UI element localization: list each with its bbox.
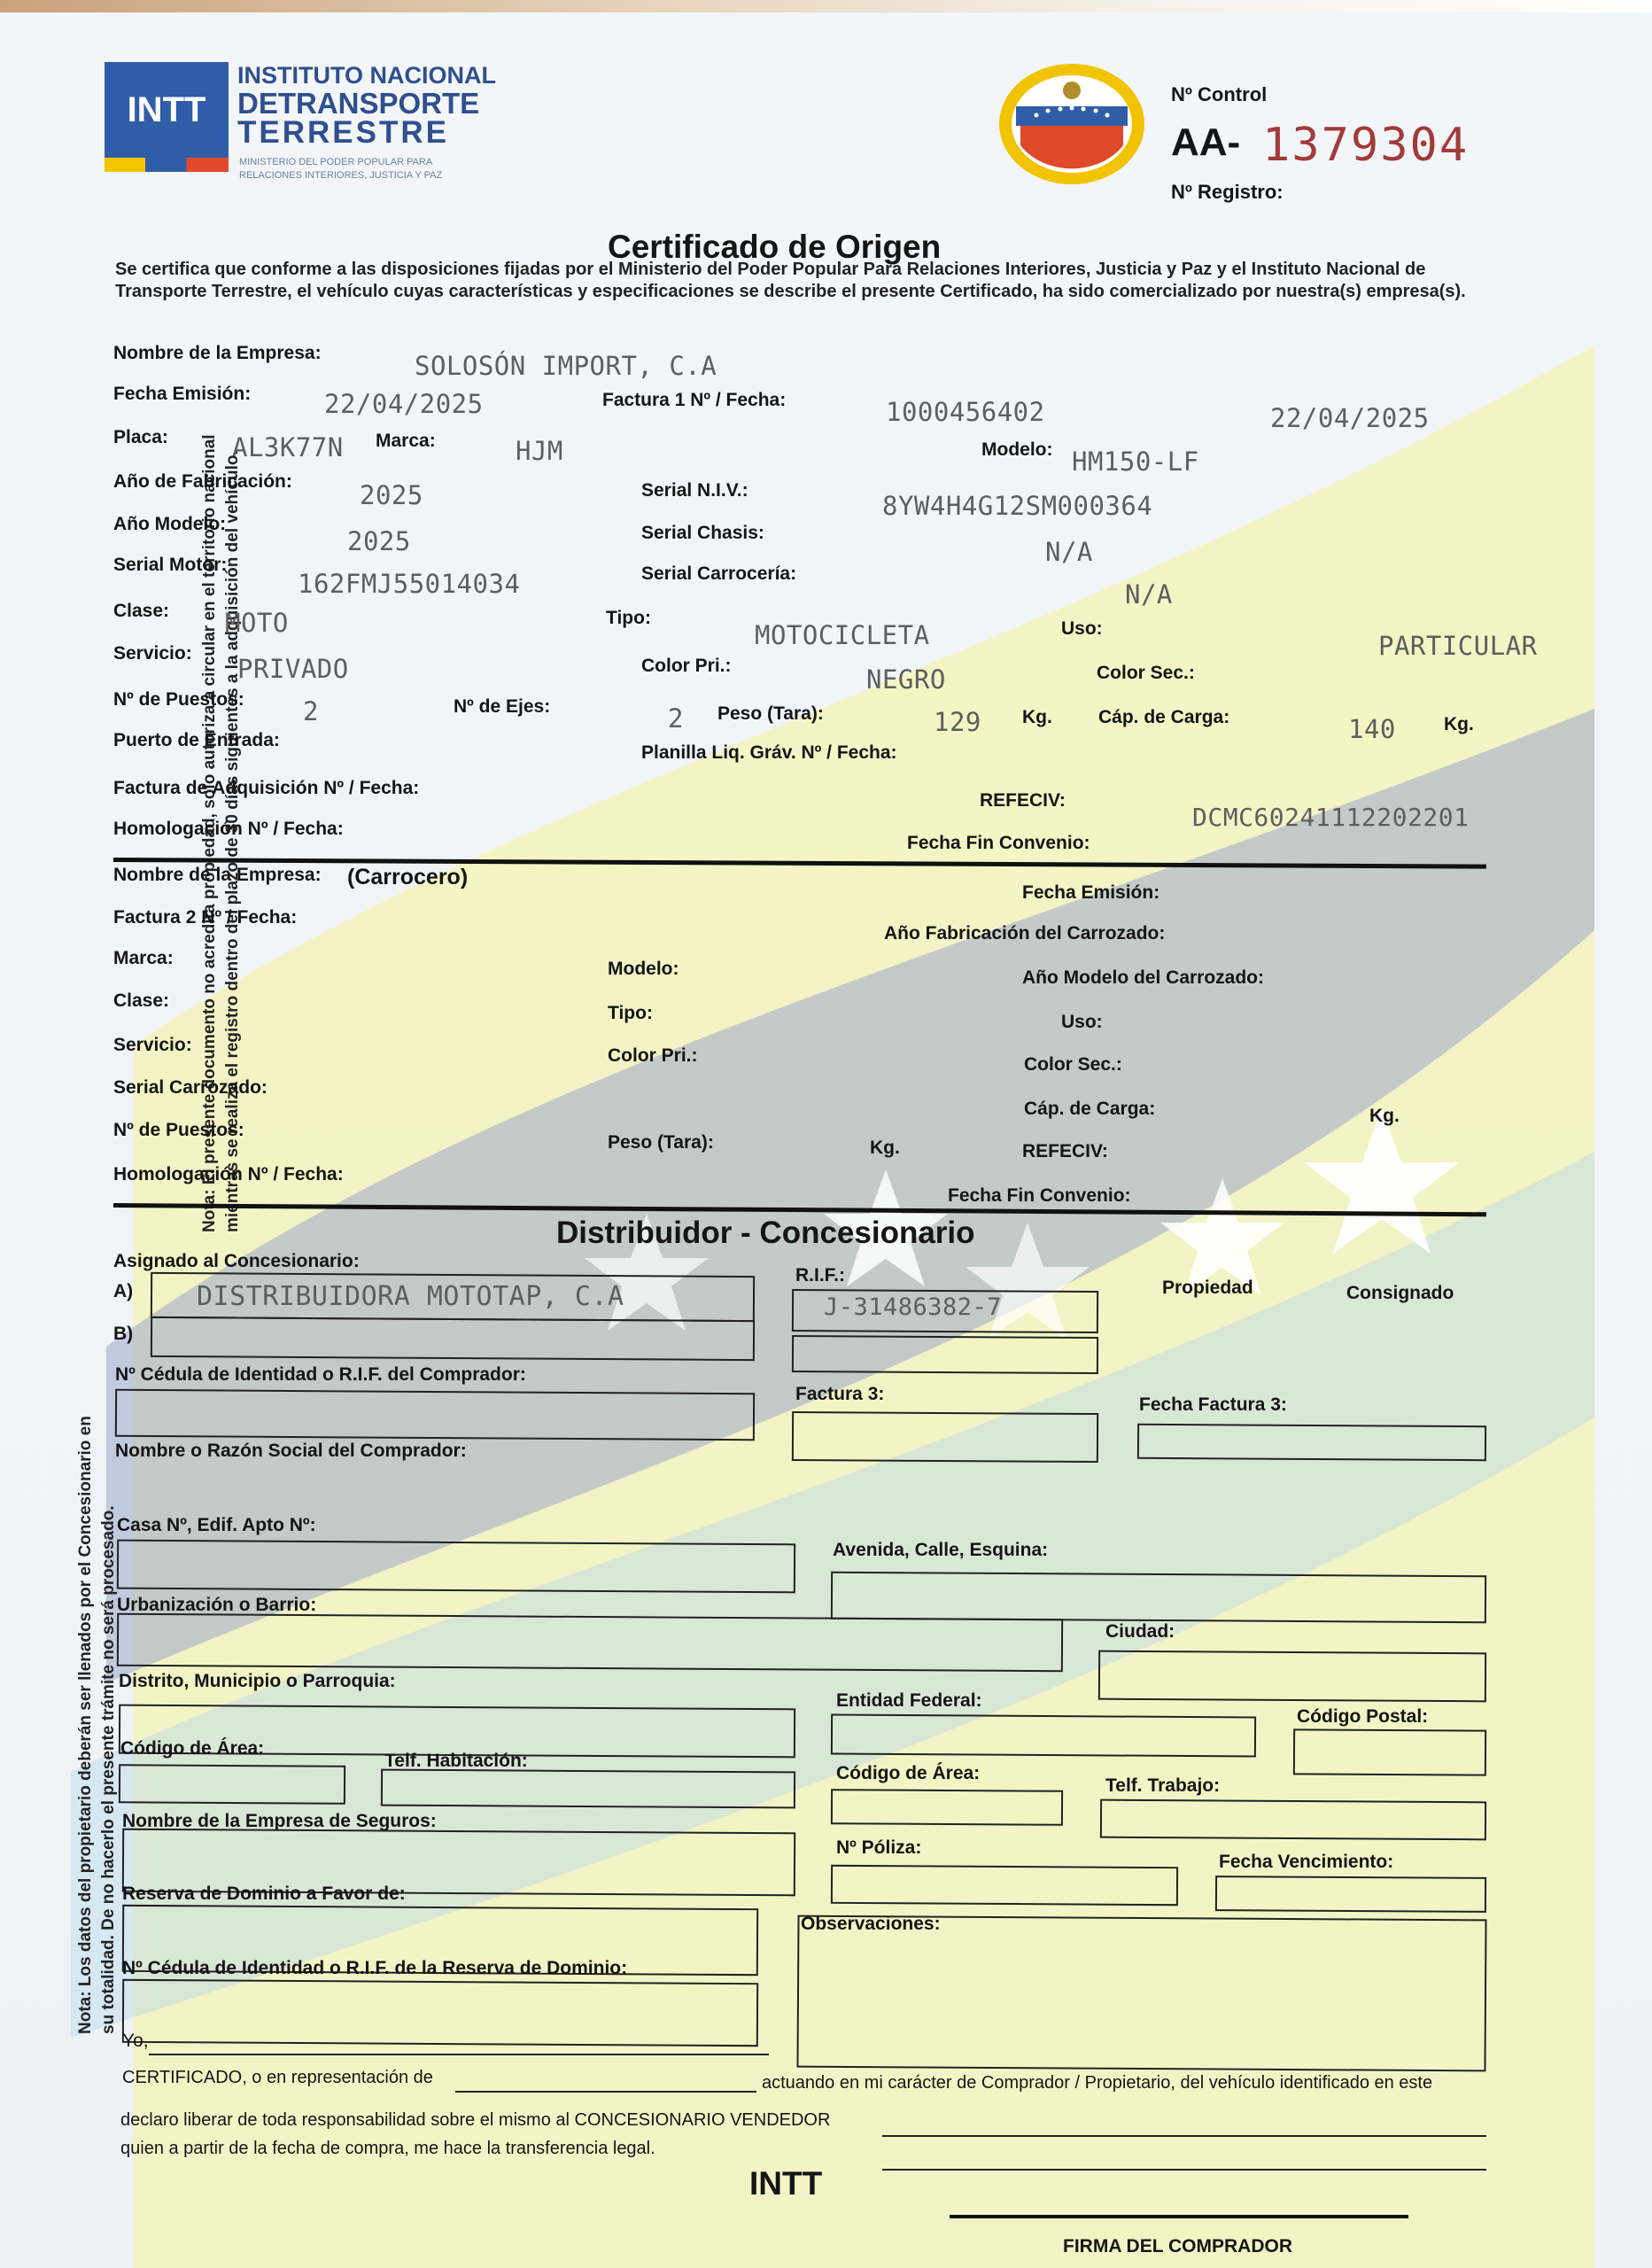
value-empresa: SOLOSÓN IMPORT, C.A (415, 351, 717, 381)
registro-label: Nº Registro: (1171, 181, 1284, 203)
avenida-field[interactable] (831, 1572, 1486, 1624)
label-empresa: Nombre de la Empresa: (113, 343, 322, 363)
label-fecha-factura3: Fecha Factura 3: (1139, 1394, 1287, 1415)
observaciones-field[interactable] (796, 1915, 1486, 2072)
label-anio-modelo: Año Modelo: (113, 514, 227, 534)
ministry-seal (997, 62, 1147, 186)
label-kg-peso: Kg. (1022, 707, 1052, 727)
side-note-1-line-1: Nota: El presente documento no acredita propiedad, solo autoriza a circular en el territorio nacional (200, 434, 219, 1232)
control-label: Nº Control (1171, 83, 1268, 105)
label-carrocero-kg-peso: Kg. (870, 1138, 900, 1158)
rif-b-field[interactable] (792, 1335, 1098, 1374)
value-puestos: 2 (303, 696, 319, 726)
label-seguros: Nombre de la Empresa de Seguros: (122, 1811, 437, 1831)
label-carrocero-suffix: (Carrocero) (347, 865, 469, 889)
factura3-field[interactable] (792, 1411, 1098, 1463)
distribuidor-title: Distribuidor - Concesionario (556, 1216, 975, 1250)
ministry-line-2: RELACIONES INTERIORES, JUSTICIA Y PAZ (239, 170, 443, 181)
value-anio-fab: 2025 (360, 480, 423, 510)
label-kg-carga: Kg. (1444, 714, 1474, 734)
telf-trab-field[interactable] (1100, 1799, 1486, 1841)
label-carrocero-peso: Peso (Tara): (608, 1132, 714, 1153)
label-postal: Código Postal: (1297, 1706, 1429, 1727)
value-rif-a: J-31486382-7 (824, 1293, 1003, 1321)
value-modelo: HM150-LF (1072, 447, 1199, 477)
label-carrocero-homologacion: Homologación Nº / Fecha: (113, 1164, 344, 1184)
label-carrocero-color-pri: Color Pri.: (608, 1045, 698, 1066)
footer-intt: INTT (749, 2165, 823, 2202)
value-uso: PARTICULAR (1378, 631, 1538, 661)
label-color-sec: Color Sec.: (1097, 663, 1195, 683)
ministry-line-1: MINISTERIO DEL PODER POPULAR PARA (239, 157, 433, 167)
side-note-2-line-2: su totalidad. De no hacerlo el presente trámite no será procesado. (99, 1505, 118, 2034)
control-prefix: AA- (1171, 120, 1241, 164)
fecha-factura3-field[interactable] (1137, 1424, 1486, 1461)
value-concesionario-a: DISTRIBUIDORA MOTOTAP, C.A (197, 1281, 624, 1312)
label-serial-motor: Serial Motor: (113, 555, 228, 575)
label-serial-chasis: Serial Chasis: (641, 523, 764, 543)
label-clase: Clase: (113, 601, 170, 621)
control-number: 1379304 (1262, 119, 1470, 172)
label-firma: FIRMA DEL COMPRADOR (1063, 2236, 1292, 2256)
label-telf-hab: Telf. Habitación: (384, 1751, 528, 1771)
label-yo: Yo, (122, 2031, 149, 2051)
intt-logo-stripe (105, 158, 229, 172)
text-quien: quien a partir de la fecha de compra, me hace la transferencia legal. (120, 2139, 655, 2158)
label-tipo: Tipo: (606, 608, 651, 628)
label-factura-adquisicion: Factura de Adquisición Nº / Fecha: (113, 778, 420, 798)
label-carrocero-anio-modelo: Año Modelo del Carrozado: (1022, 967, 1264, 988)
label-peso: Peso (Tara): (717, 703, 824, 724)
label-cedula-reserva: Nº Cédula de Identidad o R.I.F. de la Reserva de Dominio: (122, 1958, 628, 1978)
value-clase: MOTO (225, 608, 289, 638)
page-title: Certificado de Origen (608, 229, 942, 265)
value-servicio: PRIVADO (237, 654, 349, 684)
label-nombre-comprador: Nombre o Razón Social del Comprador: (115, 1441, 467, 1461)
label-fecha-fin: Fecha Fin Convenio: (907, 833, 1090, 853)
label-ciudad: Ciudad: (1105, 1621, 1175, 1642)
label-carrocero-modelo: Modelo: (608, 959, 679, 979)
label-carrocero-clase: Clase: (113, 990, 170, 1011)
label-factura2: Factura 2 Nº / Fecha: (113, 907, 298, 928)
concesionario-b-field[interactable] (151, 1317, 755, 1361)
label-serial-niv: Serial N.I.V.: (641, 480, 748, 501)
label-uso: Uso: (1061, 618, 1103, 639)
label-carrocero-fecha-emision: Fecha Emisión: (1022, 882, 1160, 903)
label-propiedad: Propiedad (1162, 1278, 1253, 1298)
vencimiento-field[interactable] (1215, 1876, 1486, 1913)
label-observaciones: Observaciones: (801, 1914, 941, 1934)
label-homologacion: Homologación Nº / Fecha: (113, 819, 344, 839)
label-puestos: Nº de Puestos: (113, 689, 244, 710)
text-declaro: declaro liberar de toda responsabilidad sobre el mismo al CONCESIONARIO VENDEDOR (120, 2110, 831, 2130)
label-anio-fab: Año de Fabricación: (113, 471, 292, 492)
firma-line[interactable] (950, 2215, 1408, 2218)
label-marca: Marca: (376, 431, 436, 451)
label-serial-carroceria: Serial Carrocería: (641, 563, 797, 584)
label-carrocero-tipo: Tipo: (608, 1003, 653, 1023)
value-tipo: MOTOCICLETA (755, 620, 930, 650)
label-area1: Código de Área: (120, 1738, 265, 1759)
area2-field[interactable] (831, 1789, 1063, 1826)
value-serial-niv: 8YW4H4G12SM000364 (882, 491, 1153, 521)
label-consignado: Consignado (1346, 1283, 1454, 1303)
label-casa: Casa Nº, Edif. Apto Nº: (117, 1515, 316, 1535)
org-line-3: TERRESTRE (237, 115, 449, 150)
label-vencimiento: Fecha Vencimiento: (1219, 1852, 1394, 1872)
label-telf-trab: Telf. Trabajo: (1105, 1775, 1221, 1796)
value-anio-modelo: 2025 (347, 526, 411, 556)
label-planilla: Planilla Liq. Gráv. Nº / Fecha: (641, 742, 897, 763)
urbanizacion-field[interactable] (117, 1613, 1063, 1673)
text-actuando: actuando en mi carácter de Comprador / Propietario, del vehículo identificado en este (762, 2073, 1433, 2093)
side-note-2-line-1: Nota: Los datos del propietario deberán ser llenados por el Concesionario en (76, 1416, 95, 2034)
cedula-reserva-field[interactable] (122, 1979, 758, 2047)
entidad-field[interactable] (831, 1714, 1256, 1758)
label-a: A) (113, 1281, 134, 1301)
value-ejes: 2 (668, 703, 684, 734)
value-factura1-fecha: 22/04/2025 (1270, 403, 1430, 433)
concesionario-line[interactable] (882, 2135, 1486, 2137)
value-refeciv: DCMC60241112202201 (1192, 803, 1470, 832)
label-carrocero-puestos: Nº de Puestos: (113, 1120, 244, 1140)
label-entidad: Entidad Federal: (836, 1690, 982, 1711)
telf-hab-field[interactable] (381, 1769, 795, 1809)
representacion-line[interactable] (455, 2091, 756, 2093)
postal-field[interactable] (1293, 1728, 1486, 1775)
label-reserva: Reserva de Dominio a Favor de: (122, 1884, 406, 1904)
label-placa: Placa: (113, 427, 168, 447)
org-line-1: INSTITUTO NACIONAL (237, 62, 496, 89)
label-carrocero-uso: Uso: (1061, 1012, 1103, 1032)
label-ejes: Nº de Ejes: (454, 696, 551, 717)
label-b: B) (113, 1324, 134, 1344)
label-carrocero-kg-carga: Kg. (1369, 1106, 1400, 1126)
label-carga: Cáp. de Carga: (1098, 707, 1230, 727)
label-carrocero-fecha-fin: Fecha Fin Convenio: (948, 1185, 1131, 1206)
area1-field[interactable] (119, 1764, 345, 1805)
label-color-pri: Color Pri.: (641, 656, 732, 676)
cedula-comprador-field[interactable] (115, 1389, 755, 1441)
casa-field[interactable] (117, 1540, 795, 1594)
label-refeciv: REFECIV: (980, 790, 1066, 811)
value-serial-chasis: N/A (1045, 537, 1093, 567)
label-fecha-emision: Fecha Emisión: (113, 384, 252, 404)
value-marca: HJM (516, 436, 563, 466)
value-fecha-emision: 22/04/2025 (324, 389, 484, 419)
label-cedula-comprador: Nº Cédula de Identidad o R.I.F. del Comprador: (115, 1364, 526, 1385)
value-placa: AL3K77N (232, 432, 344, 462)
concesionario-line-2[interactable] (882, 2169, 1486, 2171)
label-carrocero-empresa: Nombre de la Empresa: (113, 865, 322, 885)
label-asignado: Asignado al Concesionario: (113, 1251, 360, 1271)
label-carrocero-servicio: Servicio: (113, 1035, 192, 1055)
label-carrocero-refeciv: REFECIV: (1022, 1141, 1108, 1161)
value-factura1-num: 1000456402 (886, 397, 1045, 427)
intro-text: Se certifica que conforme a las disposiciones fijadas por el Ministerio del Poder Popular Para Relaciones Interiores, Justicia y Paz y el Instituto Nacional de Transporte Terrestre, el vehículo cuyas características y especificaciones se describe el presente Certificado, ha sido comercializado por nuestra(s) empresa(s). (115, 260, 1466, 301)
label-modelo: Modelo: (981, 439, 1053, 460)
value-serial-carroceria: N/A (1125, 579, 1173, 610)
label-servicio: Servicio: (113, 643, 192, 664)
value-carga: 140 (1348, 714, 1396, 744)
intt-logo-badge: INTT (127, 89, 206, 129)
label-factura1: Factura 1 Nº / Fecha: (602, 390, 787, 410)
label-factura3: Factura 3: (795, 1384, 885, 1404)
label-urbanizacion: Urbanización o Barrio: (117, 1595, 317, 1615)
label-carrocero-marca: Marca: (113, 948, 174, 968)
poliza-field[interactable] (831, 1865, 1178, 1906)
org-line-2: DETRANSPORTE (237, 87, 480, 120)
side-note-2 (74, 1343, 120, 2034)
value-peso: 129 (934, 707, 981, 737)
side-note-1-line-2: mientras se realiza el registro dentro del plazo de 30 días siguientes a la adquisición del vehículo. (223, 450, 242, 1232)
yo-line[interactable] (149, 2054, 769, 2055)
label-distrito: Distrito, Municipio o Parroquia: (119, 1671, 396, 1691)
label-serial-carrozado: Serial Carrozado: (113, 1077, 268, 1098)
value-serial-motor: 162FMJ55014034 (298, 569, 521, 599)
value-color-pri: NEGRO (866, 664, 946, 695)
text-certificado: CERTIFICADO, o en representación de (122, 2068, 433, 2087)
label-carrocero-carga: Cáp. de Carga: (1024, 1099, 1156, 1119)
label-avenida: Avenida, Calle, Esquina: (833, 1540, 1049, 1560)
label-carrocero-anio-fab: Año Fabricación del Carrozado: (884, 923, 1166, 944)
ciudad-field[interactable] (1098, 1651, 1486, 1703)
label-carrocero-color-sec: Color Sec.: (1024, 1054, 1122, 1075)
label-area2: Código de Área: (836, 1763, 981, 1783)
label-puerto: Puerto de Entrada: (113, 730, 280, 750)
intt-logo (105, 62, 229, 158)
label-rif: R.I.F.: (795, 1265, 845, 1285)
label-poliza: Nº Póliza: (836, 1837, 922, 1858)
